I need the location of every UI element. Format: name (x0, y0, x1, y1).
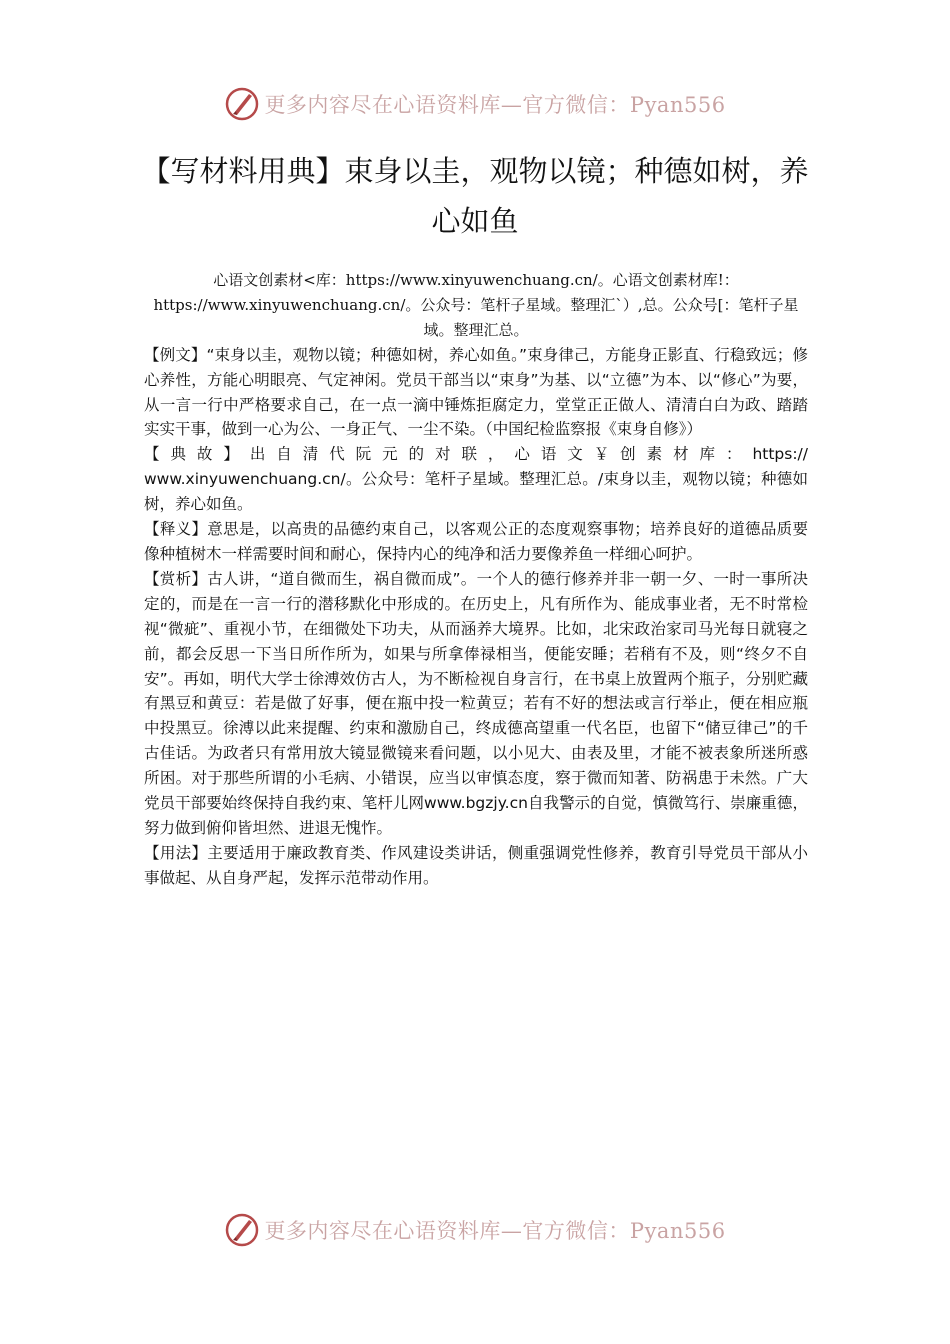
section-label: 【赏析】 (144, 569, 208, 588)
watermark-text: 更多内容尽在心语资料库—官方微信：Pyan556 (264, 1219, 726, 1243)
watermark-text: 更多内容尽在心语资料库—官方微信：Pyan556 (264, 93, 726, 117)
document-body (144, 268, 808, 891)
section-usage (144, 841, 808, 891)
section-allusion-first-line (144, 442, 808, 467)
section-text: 主要适用于廉政教育类、作风建设类讲话，侧重强调党性修养，教育引导党员干部从小事做起、从自身严起，发挥示范带动作用。 (144, 843, 808, 887)
section-label: 【典故】 (144, 445, 250, 464)
brush-logo-icon (224, 86, 260, 122)
source-note: 心语文创素材<库：https://www.xinyuwenchuang.cn/。心语文创素材库!：https://www.xinyuwenchuang.cn/。公众号：笔杆子星域。整理汇`）,总。公众号[：笔杆子星域。整理汇总。 (153, 271, 799, 339)
section-label: 【用法】 (144, 843, 208, 862)
section-appreciation (144, 567, 808, 841)
section-label: 【例文】 (144, 345, 207, 364)
section-label: 【释义】 (144, 520, 208, 539)
page-title: 【写材料用典】束身以圭，观物以镜；种德如树，养心如鱼 (141, 154, 809, 238)
section-text: 出自清代阮元的对联，心语文￥创素材库：https:// (249, 445, 808, 464)
section-text: 意思是，以高贵的品德约束自己，以客观公正的态度观察事物；培养良好的道德品质要像种植树木一样需要时间和耐心，保持内心的纯净和活力要像养鱼一样细心呵护。 (144, 520, 808, 563)
brush-logo-icon (224, 1212, 260, 1248)
section-text: “束身以圭，观物以镜；种德如树，养心如鱼。”束身律己，方能身正影直、行稳致远；修心养性，方能心明眼亮、气定神闲。党员干部当以“束身”为基、以“立德”为本、以“修心”为要，从一言一行中严格要求自己，在一点一滴中锤炼拒腐定力，堂堂正正做人、清清白白为政、踏踏实实干事，做到一心为公、一身正气、一尘不染。（中国纪检监察报《束身自修》） (144, 345, 808, 439)
watermark-banner-top (0, 84, 950, 124)
section-meaning (144, 517, 808, 567)
section-allusion (144, 467, 808, 517)
watermark-banner-bottom (0, 1210, 950, 1250)
section-text: 古人讲，“道自微而生，祸自微而成”。一个人的德行修养并非一朝一夕、一时一事所决定的，而是在一言一行的潜移默化中形成的。在历史上，凡有所作为、能成事业者，无不时常检视“微疵”、重视小节，在细微处下功夫，从而涵养大境界。比如，北宋政治家司马光每日就寝之前，都会反思一下当日所作所为，如果与所拿俸禄相当，便能安睡；若稍有不及，则“终夕不自安”。再如，明代大学士徐溥效仿古人，为不断检视自身言行，在书桌上放置两个瓶子，分别贮藏有黑豆和黄豆：若是做了好事，便在瓶中投一粒黄豆；若有不好的想法或言行举止，便在相应瓶中投黑豆。徐溥以此来提醒、约束和激励自己，终成德高望重一代名臣，也留下“储豆律己”的千古佳话。为政者只有常用放大镜显微镜来看问题，以小见大、由表及里，才能不被表象所迷所惑所困。对于那些所谓的小毛病、小错误，应当以审慎态度，察于微而知著、防祸患于未然。广大党员干部要始终保持自我约束、笔杆儿网www.bgzjy.cn自我警示的自觉，慎微笃行、崇廉重德，努力做到俯仰皆坦然、进退无愧怍。 (144, 569, 808, 837)
section-text: www.xinyuwenchuang.cn/。公众号：笔杆子星域。整理汇总。/束身以圭，观物以镜；种德如树，养心如鱼。 (144, 470, 808, 514)
section-example (144, 343, 808, 443)
